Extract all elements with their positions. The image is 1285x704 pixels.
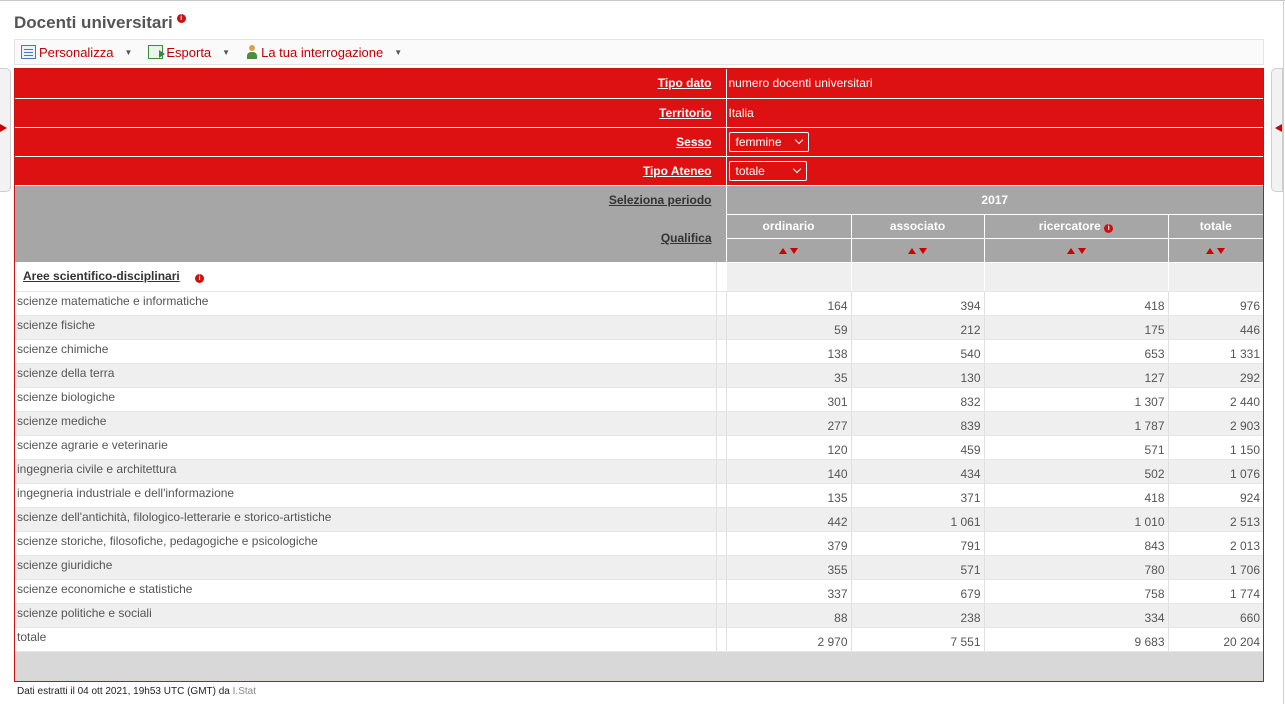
table-row (15, 459, 1263, 483)
row-label: scienze politiche e sociali (15, 603, 716, 627)
cell-value: 571 (984, 435, 1168, 459)
table-row (15, 531, 1263, 555)
cell-value: 20 204 (1168, 627, 1263, 651)
cell-value: 540 (851, 339, 984, 363)
data-table (15, 69, 1263, 652)
cell-value: 2 013 (1168, 531, 1263, 555)
table-row (15, 315, 1263, 339)
page-title-text: Docenti universitari (14, 13, 173, 32)
cell-value: 175 (984, 315, 1168, 339)
sort-asc-icon[interactable] (1067, 248, 1075, 254)
table-row (15, 627, 1263, 651)
table-row (15, 387, 1263, 411)
data-rows (15, 291, 1263, 651)
tipo-ateneo-select-value: totale (735, 163, 765, 178)
cell-value: 35 (726, 363, 851, 387)
cell-value: 2 513 (1168, 507, 1263, 531)
qualifica-label[interactable]: Qualifica (660, 231, 712, 245)
row-label: ingegneria industriale e dell'informazione (15, 483, 716, 507)
cell-value: 59 (726, 315, 851, 339)
dim-label-tipo-dato[interactable]: Tipo dato (657, 76, 712, 91)
cell-value: 976 (1168, 291, 1263, 315)
tipo-ateneo-select[interactable] (729, 161, 807, 181)
customize-menu[interactable] (21, 45, 132, 60)
caret-down-icon: ▼ (222, 47, 231, 57)
right-border (1283, 0, 1284, 704)
cell-value: 292 (1168, 363, 1263, 387)
sort-asc-icon[interactable] (779, 248, 787, 254)
cell-value: 843 (984, 531, 1168, 555)
sort-desc-icon[interactable] (790, 248, 798, 254)
cell-value: 371 (851, 483, 984, 507)
cell-value: 1 706 (1168, 555, 1263, 579)
cell-value: 135 (726, 483, 851, 507)
cell-value: 679 (851, 579, 984, 603)
sort-ricercatore (1067, 248, 1086, 254)
row-header-row (15, 262, 1263, 291)
query-menu[interactable] (246, 45, 402, 60)
row-label: scienze storiche, filosofiche, pedagogiche e psicologiche (15, 531, 716, 555)
chevron-down-icon (792, 164, 800, 172)
cell-value: 164 (726, 291, 851, 315)
export-label: Esporta (166, 44, 212, 60)
row-header (15, 262, 716, 291)
qualifica-row (15, 214, 1263, 238)
cell-value: 238 (851, 603, 984, 627)
cell-value: 571 (851, 555, 984, 579)
table-row (15, 579, 1263, 603)
row-label: totale (15, 627, 716, 651)
user-icon (246, 45, 258, 59)
row-label: scienze fisiche (15, 315, 716, 339)
dim-value-territorio: Italia (726, 98, 1263, 127)
cell-value: 446 (1168, 315, 1263, 339)
table-row (15, 363, 1263, 387)
row-label: scienze chimiche (15, 339, 716, 363)
footer-text: Dati estratti il 04 ott 2021, 19h53 UTC (GMT) da (17, 686, 230, 697)
sort-desc-icon[interactable] (919, 248, 927, 254)
table-row (15, 603, 1263, 627)
sesso-select-value: femmine (735, 134, 782, 149)
sort-desc-icon[interactable] (1078, 248, 1086, 254)
top-border (0, 0, 1285, 3)
export-menu[interactable] (148, 45, 230, 60)
info-icon[interactable]: i (177, 14, 186, 23)
customize-label: Personalizza (39, 44, 114, 60)
table-row (15, 435, 1263, 459)
table-row (15, 339, 1263, 363)
cell-value: 1 010 (984, 507, 1168, 531)
cell-value: 1 774 (1168, 579, 1263, 603)
chevron-down-icon (794, 135, 802, 143)
cell-value: 791 (851, 531, 984, 555)
page-title (14, 13, 186, 33)
row-header-text[interactable]: Aree scientifico-disciplinari (23, 269, 180, 284)
sort-asc-icon[interactable] (908, 248, 916, 254)
cell-value: 442 (726, 507, 851, 531)
cell-value: 459 (851, 435, 984, 459)
dim-label-territorio[interactable]: Territorio (659, 105, 712, 120)
info-icon[interactable]: i (195, 274, 204, 283)
dim-label-sesso[interactable]: Sesso (676, 134, 712, 149)
cell-value: 138 (726, 339, 851, 363)
row-label: scienze agrarie e veterinarie (15, 435, 716, 459)
expand-left-arrow-icon[interactable] (1275, 124, 1282, 132)
dim-row-territorio (15, 98, 1263, 127)
col-header-ricercatore (984, 214, 1168, 238)
cell-value: 1 076 (1168, 459, 1263, 483)
sort-asc-icon[interactable] (1206, 248, 1214, 254)
table-row (15, 411, 1263, 435)
cell-value: 434 (851, 459, 984, 483)
cell-value: 277 (726, 411, 851, 435)
cell-value: 130 (851, 363, 984, 387)
row-label: scienze mediche (15, 411, 716, 435)
cell-value: 1 150 (1168, 435, 1263, 459)
sort-totale (1206, 248, 1225, 254)
table-row (15, 507, 1263, 531)
cell-value: 502 (984, 459, 1168, 483)
row-label: scienze economiche e statistiche (15, 579, 716, 603)
cell-value: 140 (726, 459, 851, 483)
toolbar (14, 39, 1264, 65)
footer (17, 686, 256, 697)
col-header-ricercatore-text: ricercatore (1038, 219, 1101, 233)
data-table-container (14, 68, 1264, 682)
cell-value: 337 (726, 579, 851, 603)
row-label: ingegneria civile e architettura (15, 459, 716, 483)
cell-value: 355 (726, 555, 851, 579)
cell-value: 418 (984, 291, 1168, 315)
export-icon (148, 45, 163, 59)
cell-value: 660 (1168, 603, 1263, 627)
period-value: 2017 (726, 185, 1263, 214)
col-header-totale: totale (1168, 214, 1263, 238)
row-label: scienze biologiche (15, 387, 716, 411)
sort-ordinario (779, 248, 798, 254)
sort-desc-icon[interactable] (1217, 248, 1225, 254)
cell-value: 1 787 (984, 411, 1168, 435)
table-row (15, 555, 1263, 579)
cell-value: 379 (726, 531, 851, 555)
query-label: La tua interrogazione (261, 44, 384, 60)
col-header-ordinario: ordinario (726, 214, 851, 238)
cell-value: 7 551 (851, 627, 984, 651)
sesso-select[interactable] (729, 132, 809, 152)
cell-value: 924 (1168, 483, 1263, 507)
row-label: scienze giuridiche (15, 555, 716, 579)
cell-value: 127 (984, 363, 1168, 387)
cell-value: 1 331 (1168, 339, 1263, 363)
dim-row-sesso (15, 127, 1263, 156)
table-row (15, 291, 1263, 315)
row-label: scienze matematiche e informatiche (15, 291, 716, 315)
cell-value: 88 (726, 603, 851, 627)
cell-value: 120 (726, 435, 851, 459)
cell-value: 839 (851, 411, 984, 435)
table-row (15, 483, 1263, 507)
cell-value: 2 440 (1168, 387, 1263, 411)
cell-value: 832 (851, 387, 984, 411)
dim-row-tipo-ateneo (15, 156, 1263, 185)
cell-value: 780 (984, 555, 1168, 579)
cell-value: 1 307 (984, 387, 1168, 411)
cell-value: 301 (726, 387, 851, 411)
cell-value: 212 (851, 315, 984, 339)
expand-right-arrow-icon[interactable] (0, 124, 7, 132)
cell-value: 9 683 (984, 627, 1168, 651)
caret-down-icon: ▼ (394, 47, 403, 57)
caret-down-icon: ▼ (124, 47, 133, 57)
cell-value: 334 (984, 603, 1168, 627)
info-icon[interactable]: i (1104, 224, 1113, 233)
dim-value-tipo-dato: numero docenti universitari (726, 69, 1263, 98)
dim-label-tipo-ateneo[interactable]: Tipo Ateneo (642, 163, 712, 178)
cell-value: 653 (984, 339, 1168, 363)
cell-value: 758 (984, 579, 1168, 603)
cell-value: 2 903 (1168, 411, 1263, 435)
row-label: scienze dell'antichità, filologico-letterarie e storico-artistiche (15, 507, 716, 531)
cell-value: 1 061 (851, 507, 984, 531)
period-label[interactable]: Seleziona periodo (608, 192, 712, 207)
col-header-associato: associato (851, 214, 984, 238)
cell-value: 2 970 (726, 627, 851, 651)
row-label: scienze della terra (15, 363, 716, 387)
sort-associato (908, 248, 927, 254)
period-row (15, 185, 1263, 214)
source-link[interactable]: I.Stat (232, 686, 257, 697)
customize-icon (21, 45, 36, 59)
cell-value: 394 (851, 291, 984, 315)
cell-value: 418 (984, 483, 1168, 507)
dim-row-tipo-dato (15, 69, 1263, 98)
